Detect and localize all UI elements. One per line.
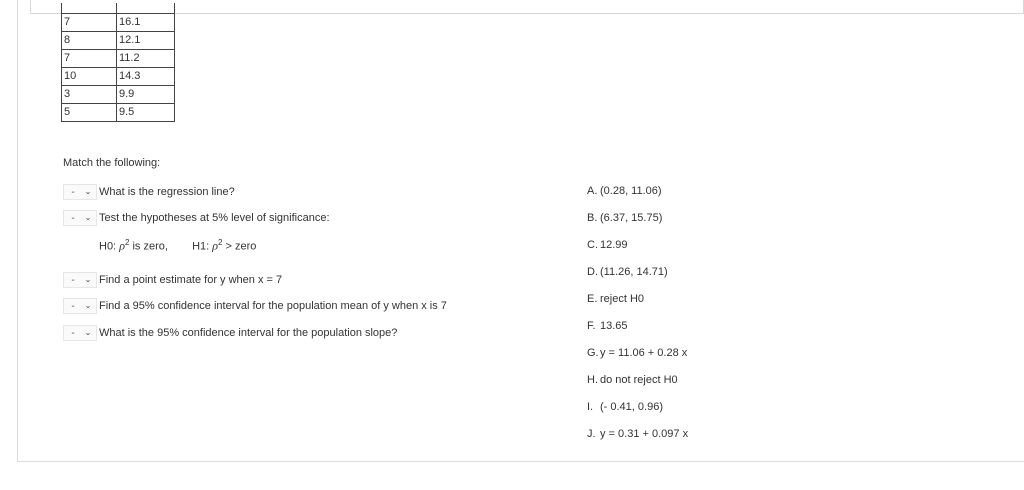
table-cell-x: 7: [62, 49, 117, 67]
answer-option-b: [587, 212, 662, 224]
question-row-5: [63, 325, 397, 341]
h1-label: H1:: [192, 240, 210, 253]
table-row-partial: [62, 3, 175, 13]
answer-letter: E.: [587, 293, 598, 305]
chevron-down-icon: ⌄: [84, 187, 92, 196]
table-row: [62, 85, 175, 103]
instructions-text: Match the following:: [63, 157, 161, 169]
question-row-2: [63, 210, 330, 226]
selected-value: -: [71, 300, 75, 312]
table-cell-x: [62, 3, 117, 13]
answer-select-5[interactable]: [63, 325, 97, 341]
table-row: [62, 31, 175, 49]
table-row: [62, 103, 175, 121]
answer-option-e: [587, 293, 644, 305]
answer-letter: J.: [587, 428, 596, 440]
superscript-two: 2: [124, 238, 130, 247]
answer-select-2[interactable]: [63, 210, 97, 226]
answer-option-j: [587, 428, 688, 440]
answer-select-4[interactable]: [63, 298, 97, 314]
answer-option-f: [587, 320, 628, 332]
answer-text: (11.26, 14.71): [600, 266, 668, 278]
table-cell-y: [117, 3, 175, 13]
question-row-1: [63, 184, 235, 200]
question-row-4: [63, 298, 447, 314]
previous-section-box: [30, 0, 1024, 14]
table-cell-y: 12.1: [117, 31, 175, 49]
table-row: [62, 13, 175, 31]
answer-option-h: [587, 374, 678, 386]
chevron-down-icon: ⌄: [84, 328, 92, 337]
h0-text: is zero,: [132, 240, 168, 253]
chevron-down-icon: ⌄: [84, 275, 92, 284]
rho-symbol: ρ: [119, 238, 125, 253]
answer-letter: H.: [587, 374, 598, 386]
question-text: Find a 95% confidence interval for the population mean of y when x is 7: [99, 300, 447, 312]
table-cell-x: 3: [62, 85, 117, 103]
answer-text: y = 0.31 + 0.097 x: [600, 428, 689, 440]
answer-option-g: [587, 347, 687, 359]
question-text: Find a point estimate for y when x = 7: [99, 274, 283, 286]
answer-option-d: [587, 266, 668, 278]
question-text: Test the hypotheses at 5% level of significance:: [99, 212, 330, 224]
table-row: [62, 49, 175, 67]
table-cell-y: 16.1: [117, 13, 175, 31]
answer-text: reject H0: [600, 293, 645, 305]
rho-symbol: ρ: [212, 238, 219, 253]
question-row-3: [63, 272, 282, 288]
chevron-down-icon: ⌄: [84, 301, 92, 310]
answer-text: (0.28, 11.06): [600, 185, 662, 197]
answer-letter: D.: [587, 266, 598, 278]
answer-text: (- 0.41, 0.96): [600, 401, 663, 413]
hypothesis-statement: [99, 238, 256, 254]
answer-option-c: [587, 239, 628, 251]
table-row: [62, 67, 175, 85]
answer-letter: B.: [587, 212, 598, 224]
answer-option-i: [587, 401, 663, 413]
answer-letter: F.: [587, 320, 596, 332]
answer-letter: A.: [587, 185, 598, 197]
h1-text: > zero: [225, 240, 257, 253]
table-cell-x: 7: [62, 13, 117, 31]
superscript-two: 2: [218, 238, 223, 247]
answer-option-a: [587, 185, 662, 197]
table-cell-y: 14.3: [117, 67, 175, 85]
answer-select-3[interactable]: [63, 272, 97, 288]
table-cell-x: 10: [62, 67, 117, 85]
question-text: What is the 95% confidence interval for the population slope?: [99, 327, 398, 339]
question-text: What is the regression line?: [99, 186, 235, 198]
data-table: [61, 3, 175, 122]
table-cell-x: 5: [62, 103, 117, 121]
table-cell-y: 9.9: [117, 85, 175, 103]
answer-letter: C.: [587, 239, 598, 251]
table-cell-y: 9.5: [117, 103, 175, 121]
table-cell-y: 11.2: [117, 49, 175, 67]
answer-text: (6.37, 15.75): [600, 212, 663, 224]
answer-text: 13.65: [600, 320, 628, 332]
table-cell-x: 8: [62, 31, 117, 49]
answer-select-1[interactable]: [63, 184, 97, 200]
answer-letter: I.: [587, 401, 594, 413]
answer-text: 12.99: [600, 239, 628, 251]
h0-label: H0:: [99, 240, 117, 253]
selected-value: -: [71, 274, 75, 286]
answer-text: y = 11.06 + 0.28 x: [600, 347, 688, 359]
chevron-down-icon: ⌄: [84, 213, 92, 222]
selected-value: -: [71, 327, 75, 339]
selected-value: -: [71, 186, 75, 198]
answer-text: do not reject H0: [600, 374, 678, 386]
answer-letter: G.: [587, 347, 599, 359]
selected-value: -: [71, 212, 75, 224]
